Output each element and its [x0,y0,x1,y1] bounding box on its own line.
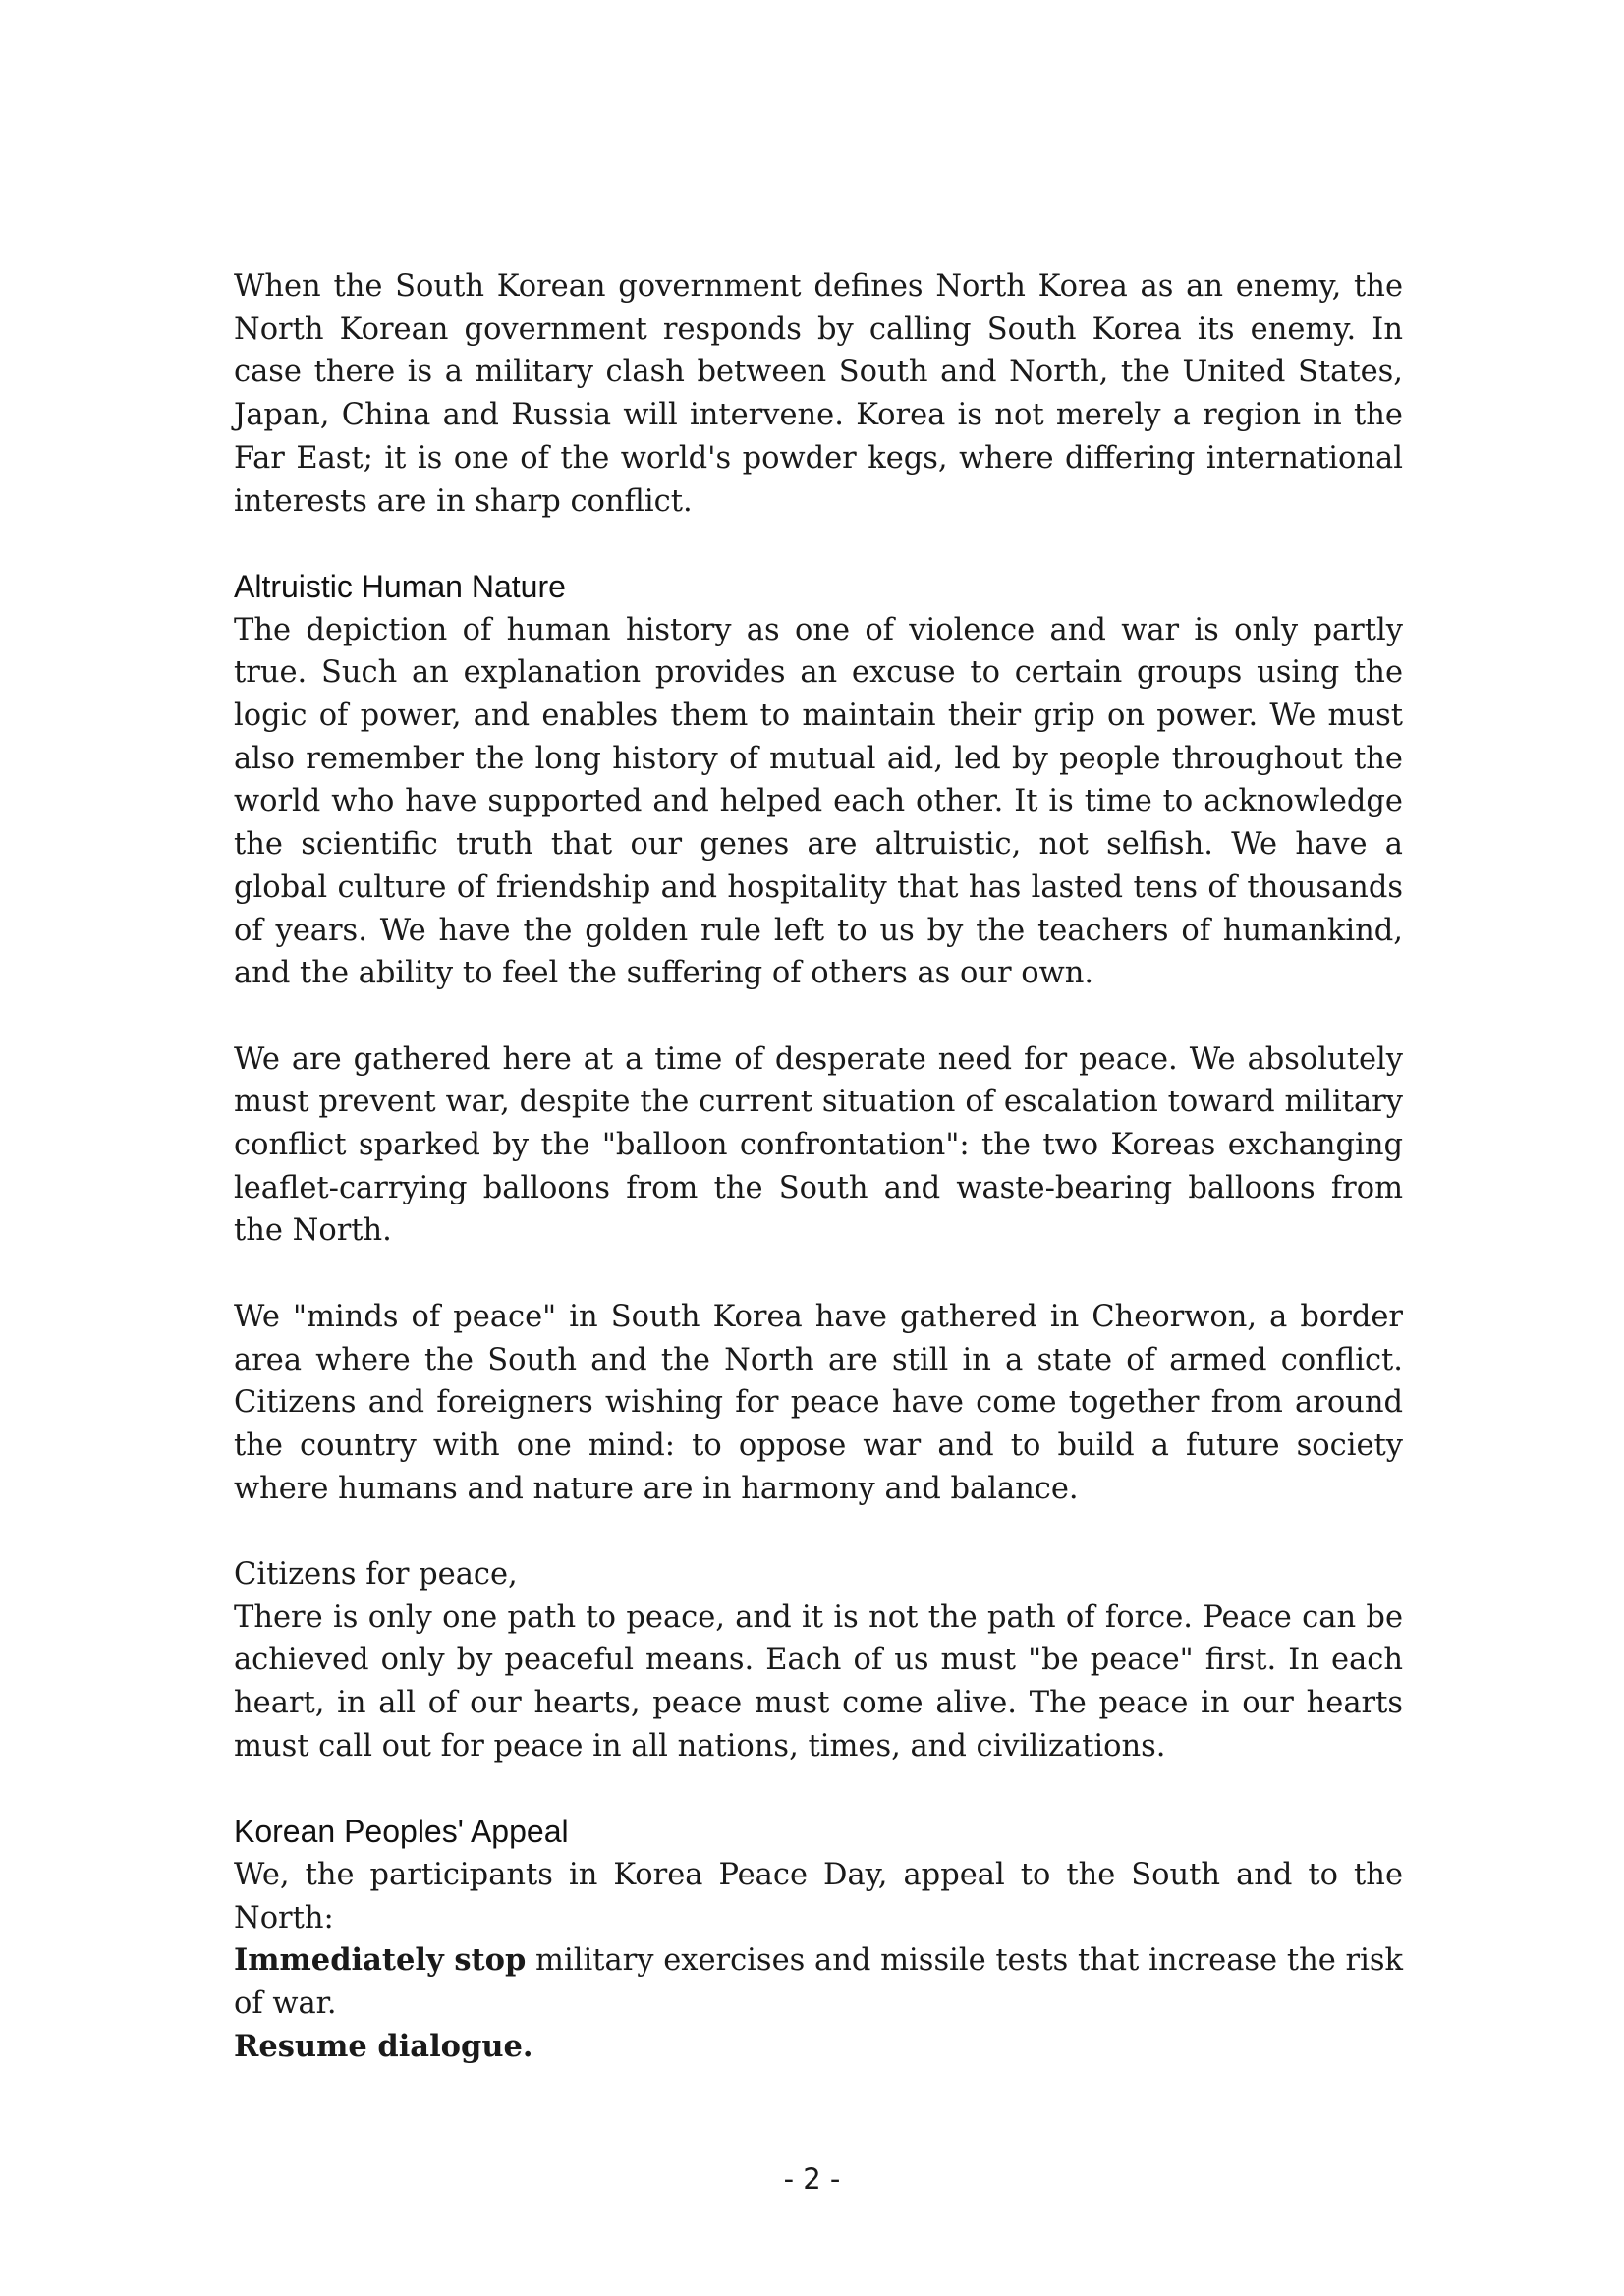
paragraph-human-history: The depiction of human history as one of violence and war is only partly true. Such an explanation provides an excuse to certain groups using the logic of power, and enables them to maintain their grip on power. We must also remember the long history of mutual aid, led by people throughout the world who have supported and helped each other. It is time to acknowledge the scientific truth that our genes are altruistic, not selfish. We have a global culture of friendship and hospitality that has lasted tens of thousands of years. We have the golden rule left to us by the teachers of humankind, and the ability to feel the suffering of others as our own. [234,612,1403,991]
heading-korean-peoples-appeal: Korean Peoples' Appeal [234,1814,569,1850]
appeal-stop-rest: military exercises and missile tests that increase the risk of war. [234,1943,1403,2022]
paragraph-appeal-intro: We, the participants in Korea Peace Day, appeal to the South and to the North: [234,1857,1403,1935]
paragraph-gathered-here: We are gathered here at a time of desperate need for peace. We absolutely must prevent war, despite the current situation of escalation toward military conflict sparked by the "balloon confrontation": the two Koreas exchanging leaflet-carrying balloons from the South and waste-bearing balloons from the North. [234,1041,1403,1249]
paragraph-one-path: There is only one path to peace, and it is not the path of force. Peace can be achieved only by peaceful means. Each of us must "be peace" first. In each heart, in all of our hearts, peace must come alive. The peace in our hearts must call out for peace in all nations, times, and civilizations. [234,1599,1403,1764]
paragraph-minds-of-peace: We "minds of peace" in South Korea have gathered in Cheorwon, a border area where the South and the North are still in a state of armed conflict. Citizens and foreigners wishing for peace have come together from around the country with one mind: to oppose war and to build a future society where humans and nature are in harmony and balance. [234,1299,1403,1506]
paragraph-appeal-stop [234,1939,1403,2025]
paragraph-appeal-dialogue: Resume dialogue. [234,2028,533,2064]
heading-altruistic-human-nature: Altruistic Human Nature [234,568,566,604]
appeal-stop-lead: Immediately stop [234,1942,527,1979]
document-body [234,265,1403,2068]
paragraph-powder-kegs: When the South Korean government defines North Korea as an enemy, the North Korean government responds by calling South Korea its enemy. In case there is a military clash between South and North, the United States, Japan, China and Russia will intervene. Korea is not merely a region in the Far East; it is one of the world's powder kegs, where differing international interests are in sharp conflict. [234,269,1403,519]
paragraph-citizens-for-peace: Citizens for peace, [234,1557,518,1593]
page-number: - 2 - [783,2162,841,2196]
